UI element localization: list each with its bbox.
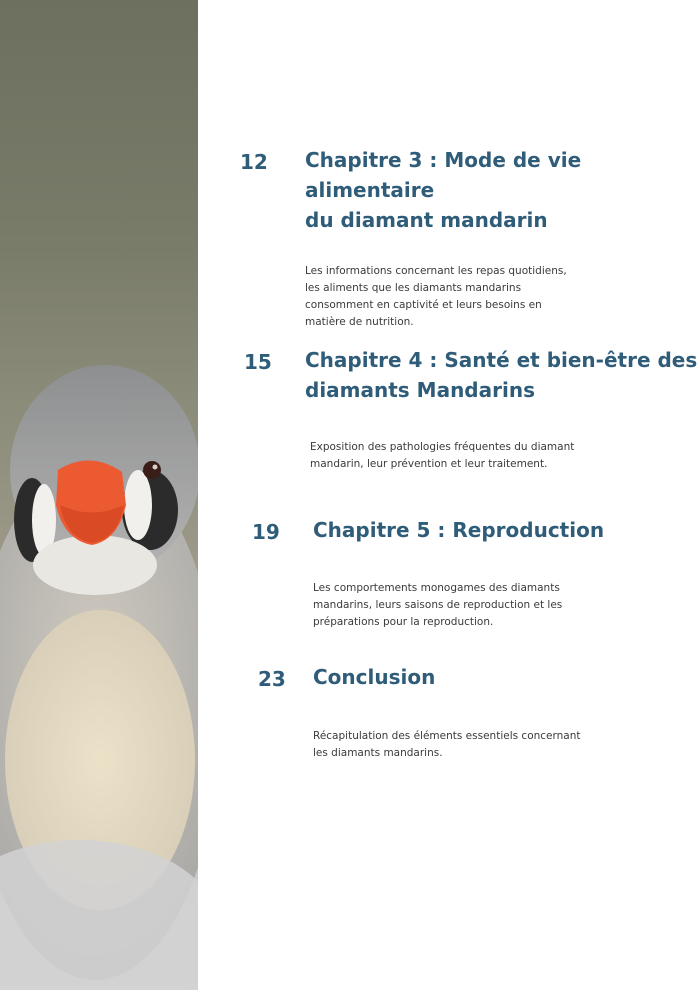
chapter-title-line: alimentaire xyxy=(305,178,435,202)
chapter-title xyxy=(305,145,581,235)
chapter-title-line: Chapitre 4 : Santé et bien-être des xyxy=(305,348,698,372)
description-line: les aliments que les diamants mandarins xyxy=(305,282,522,294)
page-number: 19 xyxy=(252,520,280,544)
description-line: Les informations concernant les repas quotidiens, xyxy=(305,265,567,277)
page-number: 15 xyxy=(244,350,272,374)
page-number: 12 xyxy=(240,150,268,174)
chapter-description xyxy=(313,728,581,762)
description-line: matière de nutrition. xyxy=(305,316,414,328)
description-line: Les comportements monogames des diamants xyxy=(313,582,560,594)
chapter-description xyxy=(313,580,562,631)
chapter-title-line: du diamant mandarin xyxy=(305,208,548,232)
description-line: Exposition des pathologies fréquentes du diamant xyxy=(310,441,575,453)
description-line: mandarins, leurs saisons de reproduction et les xyxy=(313,599,563,611)
chapter-description xyxy=(305,263,567,331)
description-line: mandarin, leur prévention et leur traitement. xyxy=(310,458,548,470)
description-line: les diamants mandarins. xyxy=(313,747,443,759)
chapter-title-line: Chapitre 5 : Reproduction xyxy=(313,518,605,542)
chapter-title xyxy=(313,662,435,692)
chapter-description xyxy=(310,439,574,473)
description-line: préparations pour la reproduction. xyxy=(313,616,494,628)
page-number: 23 xyxy=(258,667,286,691)
zebra-finch-photo xyxy=(0,0,198,990)
bird-illustration xyxy=(0,0,198,990)
chapter-title xyxy=(305,345,697,405)
chapter-title-line: Chapitre 3 : Mode de vie xyxy=(305,148,582,172)
chapter-title-line: Conclusion xyxy=(313,665,436,689)
description-line: consomment en captivité et leurs besoins en xyxy=(305,299,542,311)
chapter-title-line: diamants Mandarins xyxy=(305,378,535,402)
chapter-title xyxy=(313,515,604,545)
description-line: Récapitulation des éléments essentiels concernant xyxy=(313,730,581,742)
